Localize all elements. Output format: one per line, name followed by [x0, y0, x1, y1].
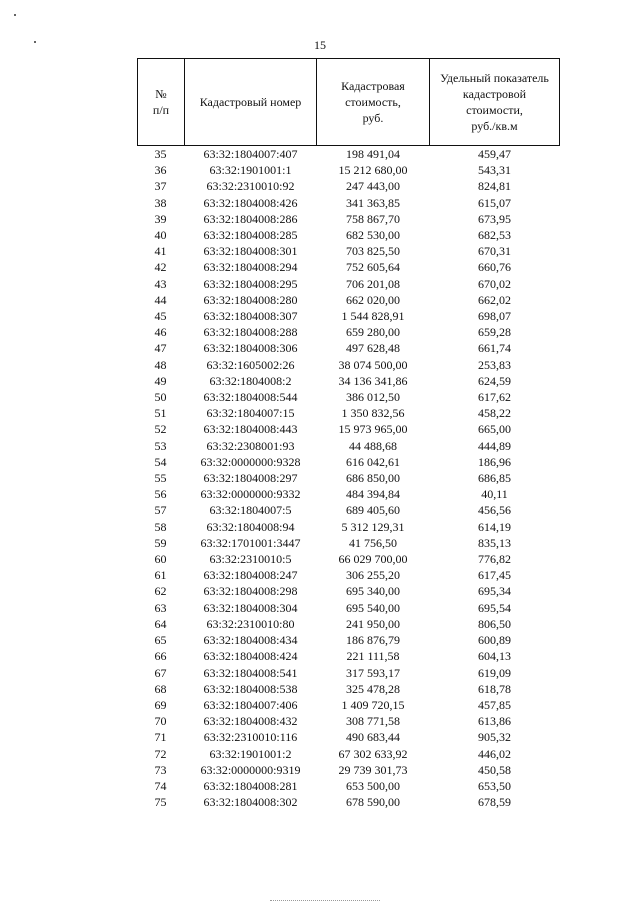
table-row [138, 243, 560, 259]
table-row [138, 648, 560, 664]
table-row [138, 421, 560, 437]
cell-index: 60 [154, 552, 167, 567]
cell-cadastral-number: 63:32:1804008:306 [203, 341, 298, 356]
cell-specific-value: 695,54 [478, 600, 511, 615]
cell-cadastral-number: 63:32:1804007:15 [206, 406, 295, 421]
table-row [138, 324, 560, 340]
table-row [138, 551, 560, 567]
cell-specific-value: 446,02 [478, 746, 511, 761]
cell-specific-value: 457,85 [478, 697, 511, 712]
cell-index: 38 [154, 195, 167, 210]
cell-specific-value: 459,47 [478, 147, 511, 161]
table-row [138, 340, 560, 356]
table-row [138, 373, 560, 389]
cell-cadastral-value: 689 405,60 [346, 503, 400, 518]
cell-cadastral-value: 5 312 129,31 [341, 519, 405, 534]
table-row [138, 794, 560, 810]
cell-cadastral-value: 247 443,00 [346, 179, 400, 194]
cell-cadastral-number: 63:32:1804008:426 [203, 195, 298, 210]
cell-cadastral-value: 241 950,00 [346, 616, 400, 631]
page-number: 15 [314, 38, 326, 52]
cell-cadastral-number: 63:32:2310010:92 [206, 179, 295, 194]
cell-index: 58 [154, 519, 167, 534]
cell-cadastral-value: 686 850,00 [346, 471, 400, 486]
table-row [138, 583, 560, 599]
cell-cadastral-value: 306 255,20 [346, 568, 400, 583]
scan-speck [14, 14, 16, 16]
cell-specific-value: 456,56 [478, 503, 511, 518]
cell-index: 44 [154, 292, 167, 307]
cell-cadastral-value: 325 478,28 [346, 681, 400, 696]
cell-cadastral-number: 63:32:1804008:280 [203, 292, 298, 307]
cell-specific-value: 665,00 [478, 422, 511, 437]
cell-specific-value: 659,28 [478, 325, 511, 340]
table-row [138, 632, 560, 648]
cell-cadastral-number: 63:32:1804008:295 [203, 276, 298, 291]
cell-specific-value: 905,32 [478, 730, 511, 745]
cell-cadastral-number: 63:32:1804008:304 [203, 600, 298, 615]
cell-index: 69 [154, 697, 167, 712]
table-row [138, 470, 560, 486]
cell-cadastral-value: 308 771,58 [346, 714, 400, 729]
cell-index: 46 [154, 325, 167, 340]
cell-index: 61 [154, 568, 167, 583]
cell-cadastral-number: 63:32:1804008:544 [203, 390, 298, 405]
cell-index: 73 [154, 762, 167, 777]
cell-cadastral-value: 41 756,50 [349, 535, 397, 550]
cell-cadastral-value: 341 363,85 [346, 195, 400, 210]
table-row [138, 195, 560, 211]
cell-cadastral-value: 38 074 500,00 [338, 357, 408, 372]
cell-cadastral-number: 63:32:1804008:298 [203, 584, 298, 599]
table-row [138, 357, 560, 373]
cadastral-value-table [137, 58, 560, 810]
table-row [138, 746, 560, 762]
cell-index: 47 [154, 341, 167, 356]
cell-cadastral-value: 317 593,17 [346, 665, 400, 680]
column-header-specific-value: Удельный показатель кадастровой стоимости, руб./кв.м [430, 59, 560, 146]
cell-cadastral-number: 63:32:1804007:5 [209, 503, 292, 518]
column-header-cadastral-number: Кадастровый номер [185, 59, 317, 146]
cell-specific-value: 695,34 [478, 584, 511, 599]
cell-cadastral-number: 63:32:1804008:2 [209, 373, 292, 388]
cell-cadastral-number: 63:32:1804008:538 [203, 681, 298, 696]
cell-specific-value: 543,31 [478, 163, 511, 178]
cell-cadastral-number: 63:32:1804008:288 [203, 325, 298, 340]
cell-specific-value: 698,07 [478, 309, 511, 324]
cell-index: 35 [154, 147, 167, 161]
table-row [138, 276, 560, 292]
table-row [138, 502, 560, 518]
cell-cadastral-value: 15 973 965,00 [338, 422, 408, 437]
cell-cadastral-value: 484 394,84 [346, 487, 400, 502]
cell-specific-value: 450,58 [478, 762, 511, 777]
cell-cadastral-value: 67 302 633,92 [338, 746, 408, 761]
cell-specific-value: 619,09 [478, 665, 511, 680]
cell-cadastral-number: 63:32:1701001:3447 [200, 535, 301, 550]
cell-specific-value: 682,53 [478, 228, 511, 243]
cell-specific-value: 186,96 [478, 454, 511, 469]
cell-index: 50 [154, 390, 167, 405]
cell-cadastral-number: 63:32:1804008:247 [203, 568, 298, 583]
table-row [138, 486, 560, 502]
cell-index: 51 [154, 406, 167, 421]
cell-cadastral-value: 186 876,79 [346, 633, 400, 648]
cell-specific-value: 662,02 [478, 292, 511, 307]
cell-index: 39 [154, 211, 167, 226]
cell-index: 55 [154, 471, 167, 486]
cell-cadastral-value: 497 628,48 [346, 341, 400, 356]
cell-specific-value: 673,95 [478, 211, 511, 226]
cell-cadastral-value: 695 540,00 [346, 600, 400, 615]
cell-cadastral-number: 63:32:2310010:5 [209, 552, 292, 567]
table-row [138, 162, 560, 178]
cell-specific-value: 670,31 [478, 244, 511, 259]
cell-index: 37 [154, 179, 167, 194]
cell-cadastral-number: 63:32:1901001:1 [209, 163, 292, 178]
table-row [138, 600, 560, 616]
table-row [138, 681, 560, 697]
cell-index: 49 [154, 373, 167, 388]
cell-cadastral-number: 63:32:0000000:9328 [200, 454, 301, 469]
table-row [138, 405, 560, 421]
cell-index: 74 [154, 778, 167, 793]
table-row [138, 729, 560, 745]
cell-cadastral-number: 63:32:1804007:406 [203, 697, 298, 712]
cell-cadastral-number: 63:32:1804008:286 [203, 211, 298, 226]
table-row [138, 259, 560, 275]
cell-specific-value: 600,89 [478, 633, 511, 648]
cell-index: 67 [154, 665, 167, 680]
cell-cadastral-number: 63:32:2308001:93 [206, 438, 295, 453]
cell-index: 48 [154, 357, 167, 372]
cell-index: 66 [154, 649, 167, 664]
cell-index: 45 [154, 309, 167, 324]
cell-specific-value: 253,83 [478, 357, 511, 372]
cell-cadastral-number: 63:32:1804008:443 [203, 422, 298, 437]
cell-specific-value: 653,50 [478, 778, 511, 793]
cell-cadastral-number: 63:32:0000000:9332 [200, 487, 301, 502]
cell-cadastral-value: 221 111,58 [346, 649, 400, 664]
cell-index: 52 [154, 422, 167, 437]
cell-specific-value: 806,50 [478, 616, 511, 631]
cell-cadastral-number: 63:32:2310010:116 [203, 730, 298, 745]
cell-cadastral-value: 29 739 301,73 [338, 762, 408, 777]
cell-specific-value: 686,85 [478, 471, 511, 486]
cell-index: 56 [154, 487, 167, 502]
table-row [138, 616, 560, 632]
cell-index: 36 [154, 163, 167, 178]
cell-specific-value: 624,59 [478, 373, 511, 388]
table-row [138, 713, 560, 729]
cell-cadastral-value: 44 488,68 [349, 438, 397, 453]
cell-cadastral-value: 659 280,00 [346, 325, 400, 340]
cell-cadastral-value: 616 042,61 [346, 454, 400, 469]
cell-index: 70 [154, 714, 167, 729]
cell-cadastral-number: 63:32:2310010:80 [206, 616, 295, 631]
cell-cadastral-number: 63:32:1804008:301 [203, 244, 298, 259]
cell-specific-value: 776,82 [478, 552, 511, 567]
cell-cadastral-value: 682 530,00 [346, 228, 400, 243]
cell-cadastral-value: 1 409 720,15 [341, 697, 405, 712]
cell-index: 63 [154, 600, 167, 615]
table-row [138, 227, 560, 243]
cell-cadastral-number: 63:32:1804008:302 [203, 795, 298, 810]
table-row [138, 454, 560, 470]
cell-index: 57 [154, 503, 167, 518]
cell-index: 71 [154, 730, 167, 745]
cell-cadastral-number: 63:32:1901001:2 [209, 746, 292, 761]
cell-specific-value: 670,02 [478, 276, 511, 291]
cell-cadastral-number: 63:32:1804008:285 [203, 228, 298, 243]
cell-cadastral-number: 63:32:1804008:424 [203, 649, 298, 664]
cell-cadastral-number: 63:32:1804008:94 [206, 519, 295, 534]
cell-cadastral-value: 703 825,50 [346, 244, 400, 259]
cell-specific-value: 617,45 [478, 568, 511, 583]
cell-index: 64 [154, 616, 167, 631]
cell-index: 41 [154, 244, 167, 259]
cell-cadastral-value: 695 340,00 [346, 584, 400, 599]
table-row [138, 438, 560, 454]
cell-specific-value: 835,13 [478, 535, 511, 550]
cell-specific-value: 617,62 [478, 390, 511, 405]
cell-specific-value: 618,78 [478, 681, 511, 696]
cell-index: 42 [154, 260, 167, 275]
cell-cadastral-number: 63:32:1605002:26 [206, 357, 295, 372]
table-row [138, 211, 560, 227]
cell-cadastral-value: 752 605,64 [346, 260, 400, 275]
cell-specific-value: 615,07 [478, 195, 511, 210]
cell-cadastral-value: 15 212 680,00 [338, 163, 408, 178]
cell-cadastral-value: 490 683,44 [346, 730, 400, 745]
table-row [138, 762, 560, 778]
table-row [138, 697, 560, 713]
cell-cadastral-number: 63:32:1804008:434 [203, 633, 298, 648]
cell-cadastral-number: 63:32:1804008:297 [203, 471, 298, 486]
table-row [138, 665, 560, 681]
cell-index: 68 [154, 681, 167, 696]
cell-specific-value: 444,89 [478, 438, 511, 453]
table-row [138, 389, 560, 405]
scan-edge-line [270, 900, 380, 901]
cell-specific-value: 678,59 [478, 795, 511, 810]
cell-index: 75 [154, 795, 167, 810]
cell-index: 43 [154, 276, 167, 291]
table-row [138, 146, 560, 163]
table-row [138, 535, 560, 551]
cell-specific-value: 40,11 [481, 487, 508, 502]
table-row [138, 178, 560, 194]
cell-cadastral-number: 63:32:1804008:307 [203, 309, 298, 324]
cell-cadastral-value: 66 029 700,00 [338, 552, 408, 567]
cell-cadastral-number: 63:32:1804008:294 [203, 260, 298, 275]
cell-index: 53 [154, 438, 167, 453]
cell-cadastral-number: 63:32:1804008:541 [203, 665, 298, 680]
table-row [138, 567, 560, 583]
cell-index: 54 [154, 454, 167, 469]
table-row [138, 778, 560, 794]
cell-index: 40 [154, 228, 167, 243]
table-row [138, 519, 560, 535]
cell-specific-value: 824,81 [478, 179, 511, 194]
table-header-row [138, 59, 560, 146]
column-header-cadastral-value: Кадастровая стоимость, руб. [317, 59, 430, 146]
cell-cadastral-number: 63:32:1804008:432 [203, 714, 298, 729]
cell-cadastral-value: 706 201,08 [346, 276, 400, 291]
cell-specific-value: 604,13 [478, 649, 511, 664]
cell-cadastral-value: 758 867,70 [346, 211, 400, 226]
cell-specific-value: 614,19 [478, 519, 511, 534]
cell-cadastral-number: 63:32:1804008:281 [203, 778, 298, 793]
cell-cadastral-value: 1 350 832,56 [341, 406, 405, 421]
cell-specific-value: 660,76 [478, 260, 511, 275]
column-header-index: № п/п [138, 59, 185, 146]
cell-specific-value: 613,86 [478, 714, 511, 729]
cell-cadastral-value: 198 491,04 [346, 147, 400, 161]
cell-specific-value: 661,74 [478, 341, 511, 356]
cell-cadastral-value: 662 020,00 [346, 292, 400, 307]
cell-cadastral-value: 386 012,50 [346, 390, 400, 405]
cell-cadastral-value: 34 136 341,86 [338, 373, 408, 388]
cell-cadastral-value: 1 544 828,91 [341, 309, 405, 324]
cell-index: 65 [154, 633, 167, 648]
cell-index: 59 [154, 535, 167, 550]
cell-index: 62 [154, 584, 167, 599]
cell-cadastral-value: 653 500,00 [346, 778, 400, 793]
cell-index: 72 [154, 746, 167, 761]
table-body [138, 146, 560, 811]
cell-cadastral-number: 63:32:1804007:407 [203, 147, 298, 161]
cell-cadastral-number: 63:32:0000000:9319 [200, 762, 301, 777]
cell-specific-value: 458,22 [478, 406, 511, 421]
cell-cadastral-value: 678 590,00 [346, 795, 400, 810]
table-row [138, 292, 560, 308]
table-row [138, 308, 560, 324]
